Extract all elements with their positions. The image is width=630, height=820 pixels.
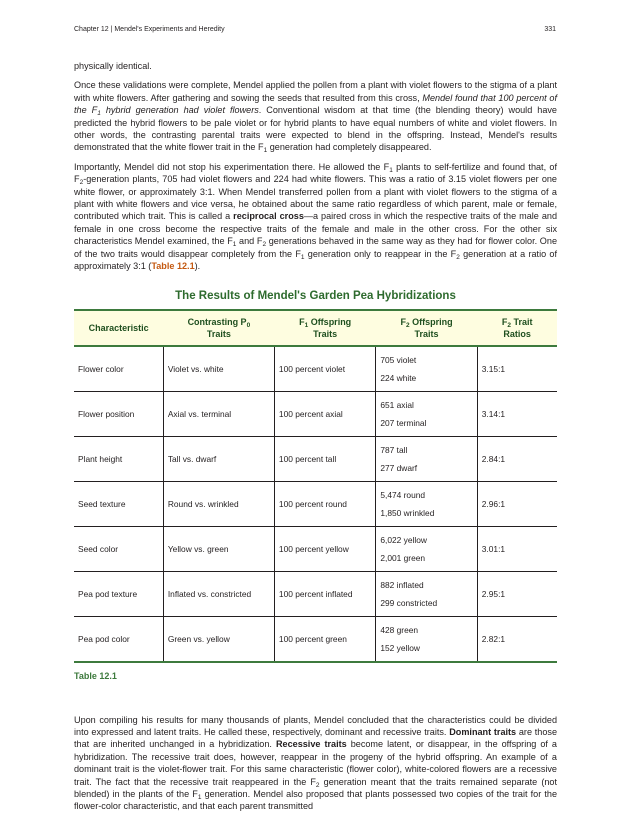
table-row: [74, 346, 557, 392]
cell-f1: 100 percent tall: [274, 436, 375, 481]
cell-ratio: 2.96:1: [477, 481, 557, 526]
page-content: [74, 60, 557, 820]
cell-contrasting: Violet vs. white: [163, 346, 274, 392]
page-header: [74, 26, 556, 33]
cell-contrasting: Tall vs. dwarf: [163, 436, 274, 481]
table-row: [74, 616, 557, 662]
header-f1-offspring: $F_1$ Offspring Traits: [274, 310, 375, 346]
cell-characteristic: Pea pod color: [74, 616, 163, 662]
term-recessive-traits: Recessive traits: [275, 739, 347, 750]
results-table: [74, 309, 557, 663]
cell-contrasting: Axial vs. terminal: [163, 391, 274, 436]
table-title: The Results of Mendel's Garden Pea Hybridizations: [175, 289, 456, 302]
cell-characteristic: Pea pod texture: [74, 571, 163, 616]
cell-f1: 100 percent inflated: [274, 571, 375, 616]
cell-contrasting: Round vs. wrinkled: [163, 481, 274, 526]
table-reference-link[interactable]: Table 12.1: [151, 261, 195, 272]
cell-f1: 100 percent violet: [274, 346, 375, 392]
table-row: [74, 481, 557, 526]
table-row: [74, 391, 557, 436]
cell-ratio: 2.84:1: [477, 436, 557, 481]
cell-f1: 100 percent yellow: [274, 526, 375, 571]
cell-characteristic: Plant height: [74, 436, 163, 481]
cell-contrasting: Inflated vs. constricted: [163, 571, 274, 616]
page-number: 331: [544, 26, 556, 33]
header-contrasting-traits: Contrasting $P_0$ Traits: [163, 310, 274, 346]
paragraph-1: Once these validations were complete, Mendel applied the pollen from a plant with violet flowers to the stigma of a plant with white flowers. After gathering and sowing the seeds that resulted from this cross, Mendel found that 100 percent of the $F_1$ hybrid generation had violet flowers. Conventional wisdom at that time (the blending theory) would have predicted the hybrid flowers to be pale violet or for hybrid plants to have equal numbers of white and violet flowers. In other words, the contrasting parental traits were expected to blend in the offspring. Instead, Mendel's results demonstrated that the white flower trait in the $F_1$ generation had completely disappeared.: [74, 80, 557, 155]
header-f2-offspring: $F_2$ Offspring Traits: [376, 310, 477, 346]
table-header-row: [74, 310, 557, 346]
cell-f2: 705 violet 224 white: [376, 346, 477, 392]
cell-f2: 6,022 yellow 2,001 green: [376, 526, 477, 571]
cell-contrasting: Yellow vs. green: [163, 526, 274, 571]
cell-f1: 100 percent round: [274, 481, 375, 526]
cell-characteristic: Flower position: [74, 391, 163, 436]
cell-f2: 651 axial 207 terminal: [376, 391, 477, 436]
cell-ratio: 3.15:1: [477, 346, 557, 392]
chapter-title: Chapter 12 | Mendel's Experiments and Heredity: [74, 26, 225, 33]
cell-f1: 100 percent axial: [274, 391, 375, 436]
cell-ratio: 2.82:1: [477, 616, 557, 662]
cell-ratio: 3.14:1: [477, 391, 557, 436]
header-f2-ratios: $F_2$ Trait Ratios: [477, 310, 557, 346]
table-row: [74, 526, 557, 571]
table-row: [74, 436, 557, 481]
cell-f1: 100 percent green: [274, 616, 375, 662]
cell-f2: 5,474 round 1,850 wrinkled: [376, 481, 477, 526]
cell-characteristic: Seed color: [74, 526, 163, 571]
cell-ratio: 3.01:1: [477, 526, 557, 571]
cell-f2: 882 inflated 299 constricted: [376, 571, 477, 616]
header-characteristic: Characteristic: [74, 310, 163, 346]
term-dominant-traits: Dominant traits: [449, 726, 517, 737]
paragraph-0: physically identical.: [74, 61, 152, 71]
cell-f2: 428 green 152 yellow: [376, 616, 477, 662]
cell-contrasting: Green vs. yellow: [163, 616, 274, 662]
term-reciprocal-cross: reciprocal cross: [233, 211, 304, 222]
cell-f2: 787 tall 277 dwarf: [376, 436, 477, 481]
table-caption: Table 12.1: [74, 670, 117, 681]
paragraph-3: Upon compiling his results for many thousands of plants, Mendel concluded that the characteristics could be divided into expressed and latent traits. He called these, respectively, dominant and recessive traits. Dominant traits are those that are inherited unchanged in a hybridization. Recessive traits become latent, or disappear, in the offspring of a hybridization. The recessive trait does, however, reappear in the progeny of the hybrid offspring. An example of a dominant trait is the violet-flower trait. For this same characteristic (flower color), white-colored flowers are a recessive trait. The fact that the recessive trait reappeared in the $F_2$ generation meant that the traits remained separate (not blended) in the plants of the $F_1$ generation. Mendel also proposed that plants possessed two copies of the trait for the flower-color characteristic, and that each parent transmitted: [74, 714, 558, 812]
table-row: [74, 571, 557, 616]
paragraph-2: Importantly, Mendel did not stop his experimentation there. He allowed the $F_1$ plants to self-fertilize and found that, of $F_2$-generation plants, 705 had violet flowers and 224 had white flowers. This was a ratio of 3.15 violet flowers per one white flower, or approximately 3:1. When Mendel transferred pollen from a plant with violet flowers to the stigma of a plant with white flowers and vice versa, he obtained about the same ratio regardless of which parent, male or female, contributed which trait. This is called a reciprocal cross—a paired cross in which the respective traits of the male and female in one cross become the respective traits of the female and male in the other cross. For the other six characteristics Mendel examined, the $F_1$ and $F_2$ generations behaved in the same way as they had for flower color. One of the two traits would disappear completely from the $F_1$ generation only to reappear in the $F_2$ generation at a ratio of approximately 3:1 (Table 12.1).: [74, 161, 558, 272]
cell-characteristic: Seed texture: [74, 481, 163, 526]
cell-characteristic: Flower color: [74, 346, 163, 392]
cell-ratio: 2.95:1: [477, 571, 557, 616]
